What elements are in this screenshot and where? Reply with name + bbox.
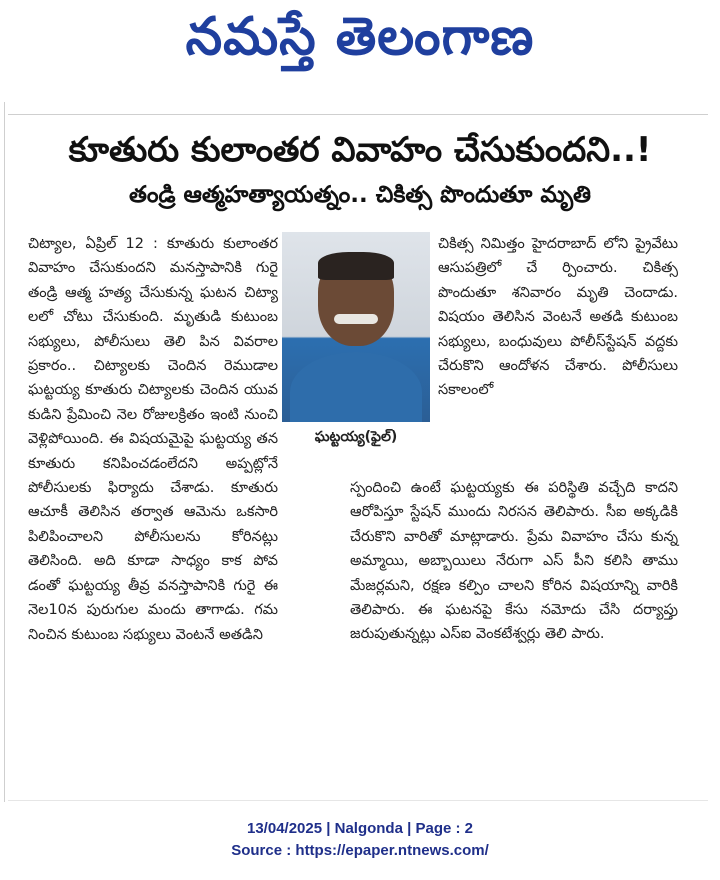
article-column-2-bottom	[350, 476, 678, 647]
photo-hair-shape	[318, 252, 394, 280]
column-1-text: చిట్యాల, ఏప్రిల్ 12 : కూతురు కులాంతర వివాహం చేసుకుందని మనస్తాపానికి గురై తండ్రి ఆత్మ హత్య చేసుకున్న ఘటన చిట్యా లలో చోటు చేసుకుంది. మృతుడి కుటుంబ సభ్యులు, పోలీసులు తెలి పిన వివరాల ప్రకారం.. చిట్యాలకు చెందిన రెముడాల ఘట్టయ్య కూతురు చిట్యాలకు చెందిన యువ కుడిని ప్రేమించి నెల రోజులక్రితం ఇంటి నుంచి వెళ్లిపోయింది. ఈ విషయమైపై ఘట్టయ్య తన కూతురు కనిపించడంలేదని అప్పట్లోనే పోలీసులకు ఫిర్యాదు చేశాడు. కూతురు ఆచూకీ తెలిసిన తర్వాత ఆమెను ఒకసారి పిలిపించాలని పోలీసులను కోరినట్లు తెలిసింది. అది కూడా సాధ్యం కాక పోవ డంతో ఘట్టయ్య తీవ్ర వనస్తాపానికి గురై ఈ నెల10న పురుగుల మందు తాగాడు. గమ నించిన కుటుంబ సభ్యులు వెంటనే అతడిని	[28, 236, 278, 643]
article-column-1	[28, 232, 278, 647]
footer-source: Source : https://epaper.ntnews.com/	[231, 842, 489, 859]
masthead-title: నమస్తే తెలంగాణ	[185, 6, 535, 67]
clipping-top-border	[8, 114, 708, 115]
article-subheadline: తండ్రి ఆత్మహత్యాయత్నం.. చికిత్స పొందుతూ మృతి	[128, 182, 592, 208]
masthead	[0, 8, 720, 78]
photo-caption: ఘట్టయ్య(ఫైల్)	[282, 422, 430, 454]
article-photo	[282, 232, 430, 422]
photo-mustache-shape	[334, 314, 378, 324]
clipping-bottom-border	[8, 800, 708, 801]
footer-date-edition: 13/04/2025 | Nalgonda | Page : 2	[247, 820, 473, 837]
photo-body-shape	[290, 352, 422, 422]
column-2-text: స్పందించి ఉంటే ఘట్టయ్యకు ఈ పరిస్థితి వచ్చేది కాదని ఆరోపిస్తూ స్టేషన్ ముందు నిరసన తెలిపారు. సీఐ అక్కడికి చేరుకొని వారితో మాట్లాడారు. ప్రేమ వివాహం చేసు కున్న అమ్మాయి, అబ్బాయిలు నేరుగా ఎస్ పీని కలిసి తాము మేజర్లమని, రక్షణ కల్పిం చాలని కోరిన విషయాన్ని వారికి తెలిపారు. ఈ ఘటనపై కేసు నమోదు చేసి దర్యాప్తు జరుపుతున్నట్లు ఎస్ఐ వెంకటేశ్వర్లు తెలి పారు.	[350, 480, 678, 643]
article-headline: కూతురు కులాంతర వివాహం చేసుకుందని..!	[68, 130, 652, 170]
column-3-text: చికిత్స నిమిత్తం హైదరాబాద్ లోని ప్రైవేటు ఆసుపత్రిలో చే ర్పించారు. చికిత్స పొందుతూ శనివారం మృతి చెందాడు. విషయం తెలిసిన వెంటనే అతడి కుటుంబ సభ్యులు, బంధువులు పోలీస్‌స్టేషన్ వద్దకు చేరుకొని ఆందోళన చేశారు. పోలీసులు సకాలంలో	[438, 236, 678, 399]
article-column-3	[438, 232, 678, 403]
